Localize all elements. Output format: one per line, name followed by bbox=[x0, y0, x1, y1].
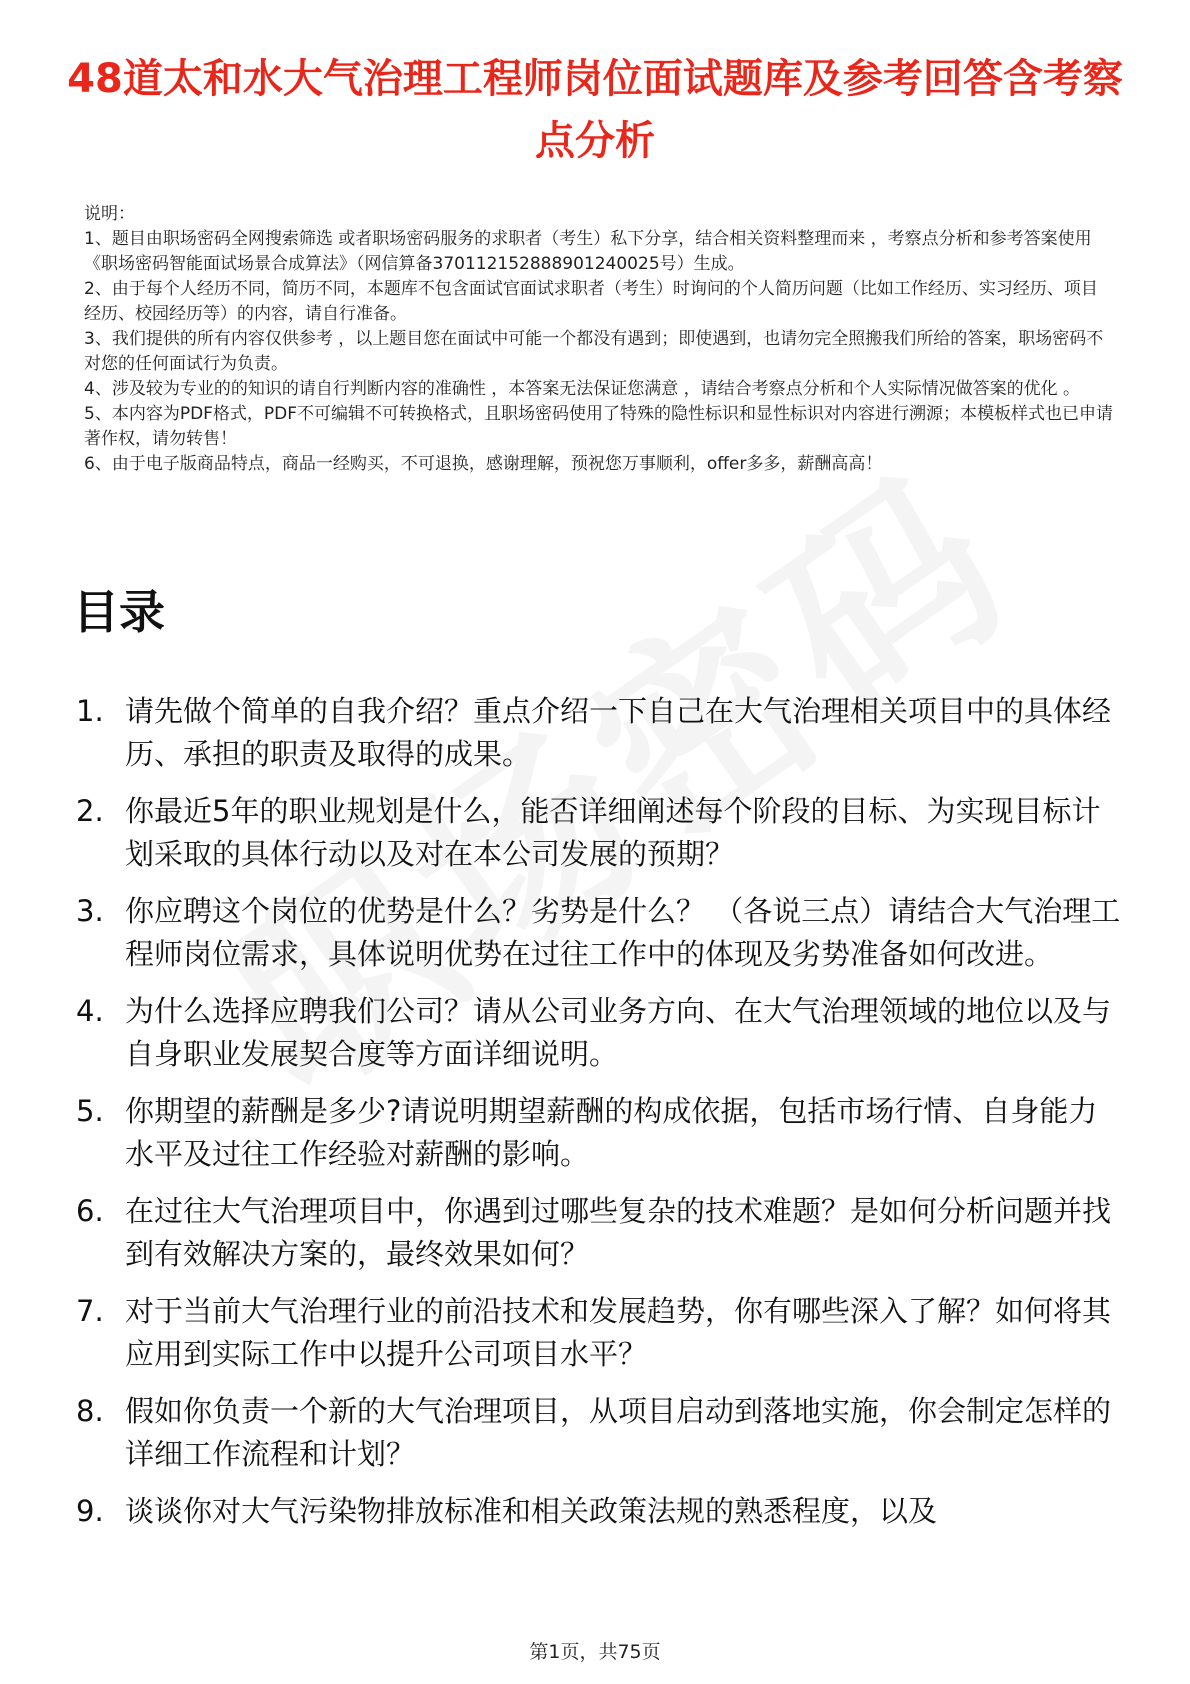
toc-item[interactable] bbox=[76, 790, 1126, 876]
toc-heading: 目录 bbox=[73, 585, 165, 639]
toc-item[interactable] bbox=[76, 1390, 1126, 1476]
toc-item-number: 4. bbox=[76, 994, 104, 1028]
toc-item-text: 请先做个简单的自我介绍？重点介绍一下自己在大气治理相关项目中的具体经历、承担的职责及取得的成果。 bbox=[125, 694, 1112, 771]
toc-item-text: 为什么选择应聘我们公司？请从公司业务方向、在大气治理领域的地位以及与自身职业发展契合度等方面详细说明。 bbox=[125, 994, 1112, 1071]
toc-item-text: 在过往大气治理项目中，你遇到过哪些复杂的技术难题？是如何分析问题并找到有效解决方案的，最终效果如何？ bbox=[125, 1194, 1112, 1271]
toc-item-number: 7. bbox=[76, 1294, 104, 1328]
toc-item-text: 你最近5年的职业规划是什么，能否详细阐述每个阶段的目标、为实现目标计划采取的具体行动以及对在本公司发展的预期？ bbox=[125, 794, 1101, 871]
toc-item[interactable] bbox=[76, 1490, 1126, 1533]
toc-item-number: 1. bbox=[76, 694, 104, 728]
toc-item-text: 你期望的薪酬是多少?请说明期望薪酬的构成依据，包括市场行情、自身能力水平及过往工作经验对薪酬的影响。 bbox=[125, 1094, 1098, 1171]
page-footer: 第1页，共75页 bbox=[529, 1641, 661, 1663]
toc-item[interactable] bbox=[76, 1290, 1126, 1376]
toc-item[interactable] bbox=[76, 990, 1126, 1076]
toc-item-number: 8. bbox=[76, 1394, 104, 1428]
toc-item[interactable] bbox=[76, 1090, 1126, 1176]
toc-list bbox=[76, 690, 1126, 1547]
note-item: 5、本内容为PDF格式，PDF不可编辑不可转换格式，且职场密码使用了特殊的隐性标识和显性标识对内容进行溯源；本模板样式也已申请著作权，请勿转售！ bbox=[84, 404, 1114, 449]
toc-item-text: 对于当前大气治理行业的前沿技术和发展趋势，你有哪些深入了解？如何将其应用到实际工作中以提升公司项目水平？ bbox=[125, 1294, 1112, 1371]
document-title: 48道太和水大气治理工程师岗位面试题库及参考回答含考察点分析 bbox=[67, 56, 1123, 164]
note-item: 2、由于每个人经历不同，简历不同，本题库不包含面试官面试求职者（考生）时询问的个人简历问题（比如工作经历、实习经历、项目经历、校园经历等）的内容，请自行准备。 bbox=[84, 279, 1098, 324]
toc-item-text: 假如你负责一个新的大气治理项目，从项目启动到落地实施，你会制定怎样的详细工作流程和计划？ bbox=[125, 1394, 1112, 1471]
toc-item-number: 3. bbox=[76, 894, 104, 928]
toc-item-number: 5. bbox=[76, 1094, 104, 1128]
toc-item-number: 9. bbox=[76, 1494, 104, 1528]
toc-item[interactable] bbox=[76, 1190, 1126, 1276]
toc-item-text: 你应聘这个岗位的优势是什么？劣势是什么？ （各说三点）请结合大气治理工程师岗位需求，具体说明优势在过往工作中的体现及劣势准备如何改进。 bbox=[125, 894, 1121, 971]
toc-item-number: 2. bbox=[76, 794, 104, 828]
note-item: 3、我们提供的所有内容仅供参考 ，以上题目您在面试中可能一个都没有遇到；即使遇到，也请勿完全照搬我们所给的答案，职场密码不对您的任何面试行为负责。 bbox=[84, 329, 1104, 374]
note-item: 1、题目由职场密码全网搜索筛选 或者职场密码服务的求职者（考生）私下分享，结合相关资料整理而来 ，考察点分析和参考答案使用《职场密码智能面试场景合成算法》（网信算备370112152888901240025号）生成。 bbox=[84, 229, 1092, 274]
toc-item-number: 6. bbox=[76, 1194, 104, 1228]
toc-item[interactable] bbox=[76, 690, 1126, 776]
note-item: 6、由于电子版商品特点，商品一经购买，不可退换，感谢理解，预祝您万事顺利，offer多多，薪酬高高！ bbox=[84, 454, 883, 474]
toc-item-text: 谈谈你对大气污染物排放标准和相关政策法规的熟悉程度，以及 bbox=[125, 1494, 938, 1528]
notes-section bbox=[84, 202, 1114, 477]
notes-label: 说明： bbox=[84, 204, 135, 224]
note-item: 4、涉及较为专业的的知识的请自行判断内容的准确性 ，本答案无法保证您满意 ，请结合考察点分析和个人实际情况做答案的优化 。 bbox=[84, 379, 1081, 399]
toc-item[interactable] bbox=[76, 890, 1126, 976]
